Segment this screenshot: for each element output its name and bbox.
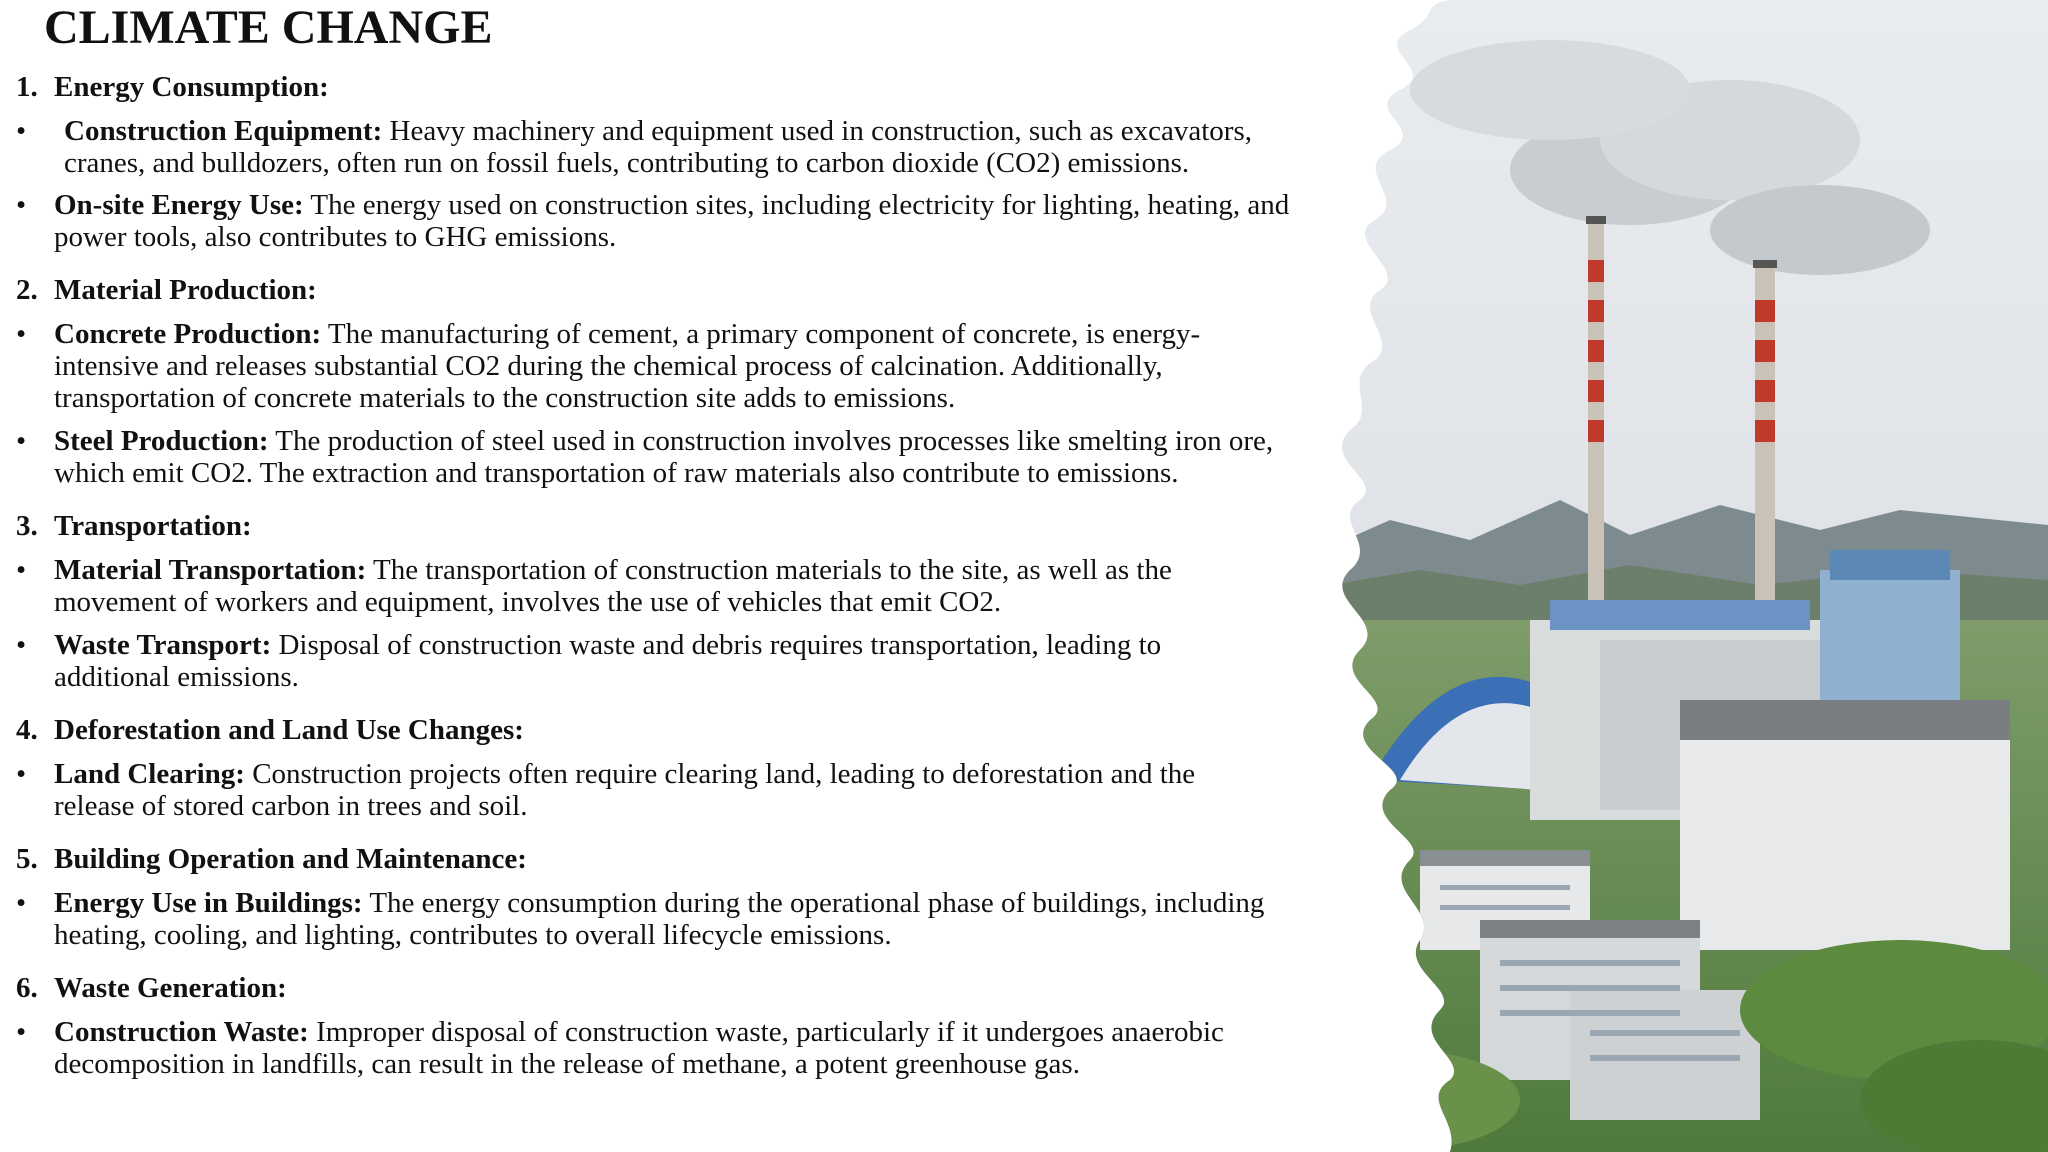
section-heading: 2. Material Production: <box>16 274 317 306</box>
bullet-icon: • <box>16 318 27 350</box>
bullet-icon: • <box>16 115 27 147</box>
bullet-icon: • <box>16 758 27 790</box>
page-title: CLIMATE CHANGE <box>44 1 493 54</box>
section-heading: 5. Building Operation and Maintenance: <box>16 843 527 875</box>
section-heading: 3. Transportation: <box>16 510 252 542</box>
content-area: 1. Energy Consumption: • Construction Equipment: Heavy machinery and equipment used in construction, such as excavators, cranes, and bulldozers, often run on fossil fuels, contributing to carbon dioxide (CO2) emissions. • On-site Energy Use: The energy used on construction sites, including electricity for lighting, heating, and power tools, also contributes to GHG emissions. 2. Material Production: • Concrete Production: The manufacturing of cement, a primary component of concrete, is energy-intensive and releases substantial CO2 during the chemical process of calcination. Additionally, transportation of concrete materials to the construction site adds to emissions. • Steel Production: The production of steel used in construction involves processes like smelting iron ore, which emit CO2. The extraction and transportation of raw materials also contribute to emissions. 3. Transportation: • Material Transportation: The transportation of construction materials to the site, as well as the movement of workers and equipment, involves the use of vehicles that emit CO2. • Waste Transport: Disposal of construction waste and debris requires transportation, leading to additional emissions. 4. Deforestation and Land Use Changes: • Land Clearing: Construction projects often require clearing land, leading to deforestation and the release of stored carbon in trees and soil. 5. Building Operation and Maintenance: • Energy Use in Buildings: The energy consumption during the operational phase of buildings, including heating, cooling, and lighting, contributes to overall lifecycle emissions. 6. Waste Generation: • Construction Waste: Improper disposal of construction waste, particularly if it undergoes anaerobic decomposition in landfills, can result in the release of methane, a potent greenhouse gas. <box>16 71 1290 1080</box>
bullet-icon: • <box>16 189 27 221</box>
power-plant-photo <box>1300 0 2048 1152</box>
bullet-icon: • <box>16 1016 27 1048</box>
bullet-icon: • <box>16 425 27 457</box>
bullet-icon: • <box>16 629 27 661</box>
bullet-icon: • <box>16 554 27 586</box>
bullet-icon: • <box>16 887 27 919</box>
section-heading: 6. Waste Generation: <box>16 972 287 1004</box>
section-heading: 1. Energy Consumption: <box>16 71 329 103</box>
section-heading: 4. Deforestation and Land Use Changes: <box>16 714 524 746</box>
